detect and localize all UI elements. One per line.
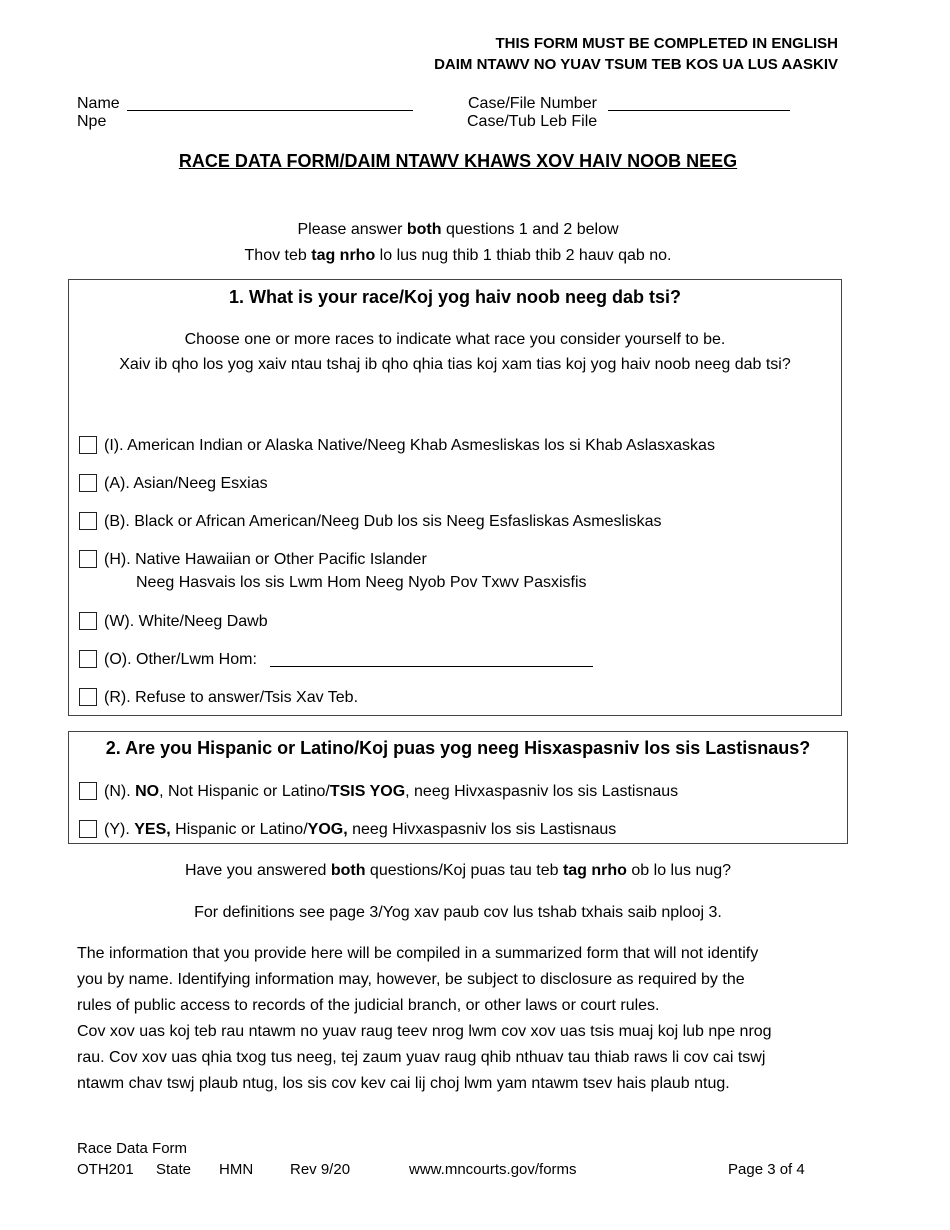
footer-state: State [156,1161,192,1178]
disclosure-en-line-2: you by name. Identifying information may, however, be subject to disclosure as required by the [77,971,745,988]
question-2-heading: 2. Are you Hispanic or Latino/Koj puas yog neeg Hisxaspasniv los sis Lastisnaus? [105,738,811,758]
option-white: (W). White/Neeg Dawb [104,613,268,630]
option-native-hawaiian-hmn: Neeg Hasvais los sis Lwm Hom Neeg Nyob Pov Txwv Pasxisfis [136,574,587,591]
disclosure-hmn-line-3: ntawm chav tswj plaub ntug, los sis cov kev cai lij choj lwm yam ntawm tsev hais plaub ntug. [77,1075,730,1092]
option-hispanic: (Y). YES, Hispanic or Latino/YOG, neeg Hivxaspasniv los sis Lastisnaus [104,821,617,838]
question-1-heading: 1. What is your race/Koj yog haiv noob neeg dab tsi? [228,287,682,307]
checkbox-not-hispanic[interactable] [79,782,97,800]
instruction-hmn: Thov teb tag nrho lo lus nug thib 1 thiab thib 2 hauv qab no. [244,247,672,264]
definitions-note: For definitions see page 3/Yog xav paub cov lus tshab txhais saib nplooj 3. [194,904,722,921]
option-black: (B). Black or African American/Neeg Dub los sis Neeg Esfasliskas Asmesliskas [104,513,662,530]
checkbox-other[interactable] [79,650,97,668]
disclosure-hmn-line-1: Cov xov uas koj teb rau ntawm no yuav raug teev nrog lwm cov xov uas tsis muaj koj lub npe nrog [77,1023,772,1040]
option-refuse: (R). Refuse to answer/Tsis Xav Teb. [104,689,359,706]
language-notice-hmn: DAIM NTAWV NO YUAV TSUM TEB KOS UA LUS AASKIV [434,56,838,73]
case-number-label-hmn: Case/Tub Leb File [467,113,598,130]
case-number-field[interactable] [608,110,790,111]
footer-form-name: Race Data Form [77,1140,188,1157]
footer-language: HMN [219,1161,254,1178]
footer-page-number: Page 3 of 4 [728,1161,805,1178]
option-american-indian: (I). American Indian or Alaska Native/Neeg Khab Asmesliskas los si Khab Aslasxaskas [104,437,715,454]
question-1-subtext-en: Choose one or more races to indicate what race you consider yourself to be. [184,331,726,348]
name-label-hmn: Npe [77,113,107,130]
language-notice-en: THIS FORM MUST BE COMPLETED IN ENGLISH [495,35,838,52]
checkbox-white[interactable] [79,612,97,630]
form-title: RACE DATA FORM/DAIM NTAWV KHAWS XOV HAIV NOOB NEEG [178,151,738,171]
question-1-subtext-hmn: Xaiv ib qho los yog xaiv ntau tshaj ib qho qhia tias koj xam tias koj yog haiv noob neeg dab tsi? [119,356,791,373]
footer-revision: Rev 9/20 [290,1161,351,1178]
checkbox-american-indian[interactable] [79,436,97,454]
checkbox-native-hawaiian[interactable] [79,550,97,568]
checkbox-black[interactable] [79,512,97,530]
checkbox-asian[interactable] [79,474,97,492]
footer-url[interactable]: www.mncourts.gov/forms [409,1161,577,1178]
disclosure-en-line-3: rules of public access to records of the judicial branch, or other laws or court rules. [77,997,660,1014]
option-other: (O). Other/Lwm Hom: [104,651,257,668]
other-race-field[interactable] [270,666,593,667]
option-not-hispanic: (N). NO, Not Hispanic or Latino/TSIS YOG, neeg Hivxaspasniv los sis Lastisnaus [104,783,679,800]
disclosure-en-line-1: The information that you provide here will be compiled in a summarized form that will not identify [77,945,759,962]
option-native-hawaiian: (H). Native Hawaiian or Other Pacific Islander [104,551,427,568]
disclosure-hmn-line-2: rau. Cov xov uas qhia txog tus neeg, tej zaum yuav raug qhib nthuav tau thiab raws li cov cai tswj [77,1049,766,1066]
checkbox-refuse[interactable] [79,688,97,706]
instruction-en: Please answer both questions 1 and 2 below [297,221,619,238]
name-field[interactable] [127,110,413,111]
checkbox-hispanic[interactable] [79,820,97,838]
case-number-label: Case/File Number [468,95,597,112]
name-label: Name [77,95,120,112]
option-asian: (A). Asian/Neeg Esxias [104,475,268,492]
footer-form-code: OTH201 [77,1161,134,1178]
answered-both-reminder: Have you answered both questions/Koj puas tau teb tag nrho ob lo lus nug? [184,862,732,879]
